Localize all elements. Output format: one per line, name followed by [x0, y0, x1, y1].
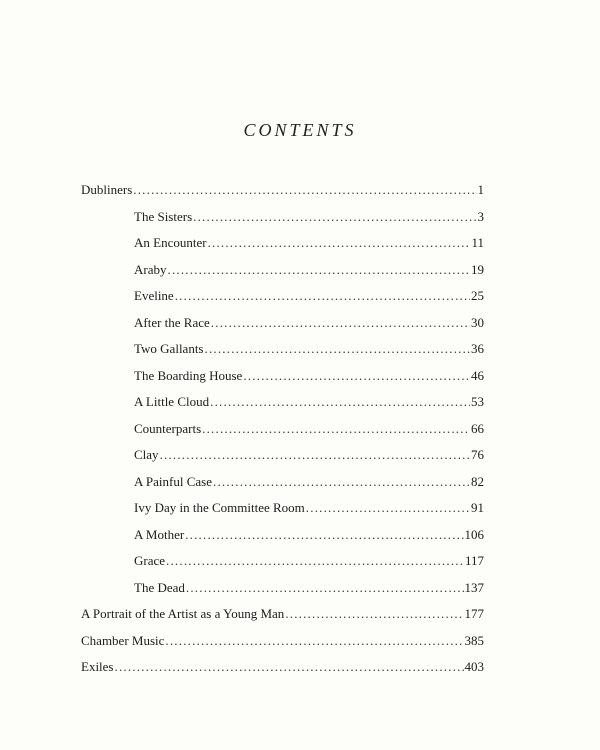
toc-entry-page-number: 403	[464, 659, 484, 674]
toc-entry-page-number: 66	[471, 420, 484, 436]
toc-entry-title: Araby	[134, 261, 167, 277]
toc-entry	[0, 498, 484, 525]
dot-leader	[210, 392, 470, 412]
toc-entry	[0, 419, 484, 446]
toc-entry-page-number: 46	[471, 367, 484, 383]
dot-leader	[306, 498, 470, 518]
toc-entry	[0, 313, 484, 340]
toc-entry-title: After the Race	[134, 314, 210, 330]
toc-entry-title: Exiles	[81, 659, 114, 674]
toc-entry	[0, 445, 484, 472]
dot-leader	[213, 472, 470, 492]
toc-entry-page-number: 30	[471, 314, 484, 330]
toc-entry-page-number: 385	[464, 632, 484, 648]
toc-entry-title: The Dead	[134, 579, 185, 595]
dot-leader	[175, 286, 470, 306]
toc-entry-page-number: 117	[464, 553, 484, 568]
dot-leader	[211, 313, 470, 333]
toc-entry	[0, 233, 484, 260]
toc-entry-title: A Little Cloud	[134, 394, 210, 409]
toc-entry-title: Chamber Music	[81, 632, 165, 648]
toc-entry-page-number: 11	[471, 235, 484, 250]
dot-leader	[160, 445, 470, 465]
dot-leader	[165, 631, 463, 651]
toc-entry	[0, 207, 484, 234]
toc-entry	[0, 578, 484, 605]
dot-leader	[193, 207, 476, 227]
toc-entry-page-number: 76	[471, 447, 484, 462]
toc-entry	[0, 631, 484, 658]
toc-entry-page-number: 82	[471, 473, 484, 489]
toc-entry	[0, 392, 484, 419]
contents-heading: CONTENTS	[243, 120, 357, 140]
toc-entry-title: Grace	[134, 553, 166, 568]
table-of-contents	[0, 180, 600, 684]
toc-entry-title: Eveline	[134, 288, 174, 303]
toc-entry-page-number: 1	[477, 182, 484, 197]
toc-entry-title: A Mother	[134, 526, 185, 542]
toc-entry	[0, 604, 484, 631]
toc-entry	[0, 657, 484, 684]
dot-leader	[205, 339, 471, 359]
toc-entry	[0, 286, 484, 313]
dot-leader	[186, 578, 464, 598]
toc-entry-title: Ivy Day in the Committee Room	[134, 500, 305, 515]
toc-entry-page-number: 36	[471, 341, 484, 356]
toc-entry	[0, 339, 484, 366]
toc-entry-title: Two Gallants	[134, 341, 204, 356]
dot-leader	[133, 180, 476, 200]
toc-entry	[0, 180, 484, 207]
toc-entry-page-number: 177	[464, 606, 484, 621]
toc-entry-title: The Boarding House	[134, 367, 243, 383]
toc-entry-title: A Painful Case	[134, 473, 212, 489]
toc-entry-title: Dubliners	[81, 182, 133, 197]
toc-entry	[0, 551, 484, 578]
toc-entry-title: The Sisters	[134, 208, 193, 224]
toc-entry	[0, 472, 484, 499]
toc-entry-page-number: 19	[471, 261, 484, 277]
dot-leader	[208, 233, 471, 253]
dot-leader	[185, 525, 463, 545]
toc-entry	[0, 366, 484, 393]
toc-entry-title: An Encounter	[134, 235, 207, 250]
toc-entry-page-number: 53	[471, 394, 484, 409]
dot-leader	[168, 260, 471, 280]
dot-leader	[166, 551, 464, 571]
toc-entry-title: Counterparts	[134, 420, 202, 436]
dot-leader	[285, 604, 463, 624]
toc-entry-page-number: 106	[464, 526, 484, 542]
toc-entry-title: Clay	[134, 447, 159, 462]
toc-entry-page-number: 137	[464, 579, 484, 595]
toc-entry-page-number: 25	[471, 288, 484, 303]
dot-leader	[202, 419, 470, 439]
toc-entry	[0, 260, 484, 287]
toc-entry-title: A Portrait of the Artist as a Young Man	[81, 606, 285, 621]
toc-entry-page-number: 91	[471, 500, 484, 515]
toc-entry	[0, 525, 484, 552]
toc-entry-page-number: 3	[477, 208, 484, 224]
dot-leader	[115, 657, 464, 677]
dot-leader	[243, 366, 470, 386]
